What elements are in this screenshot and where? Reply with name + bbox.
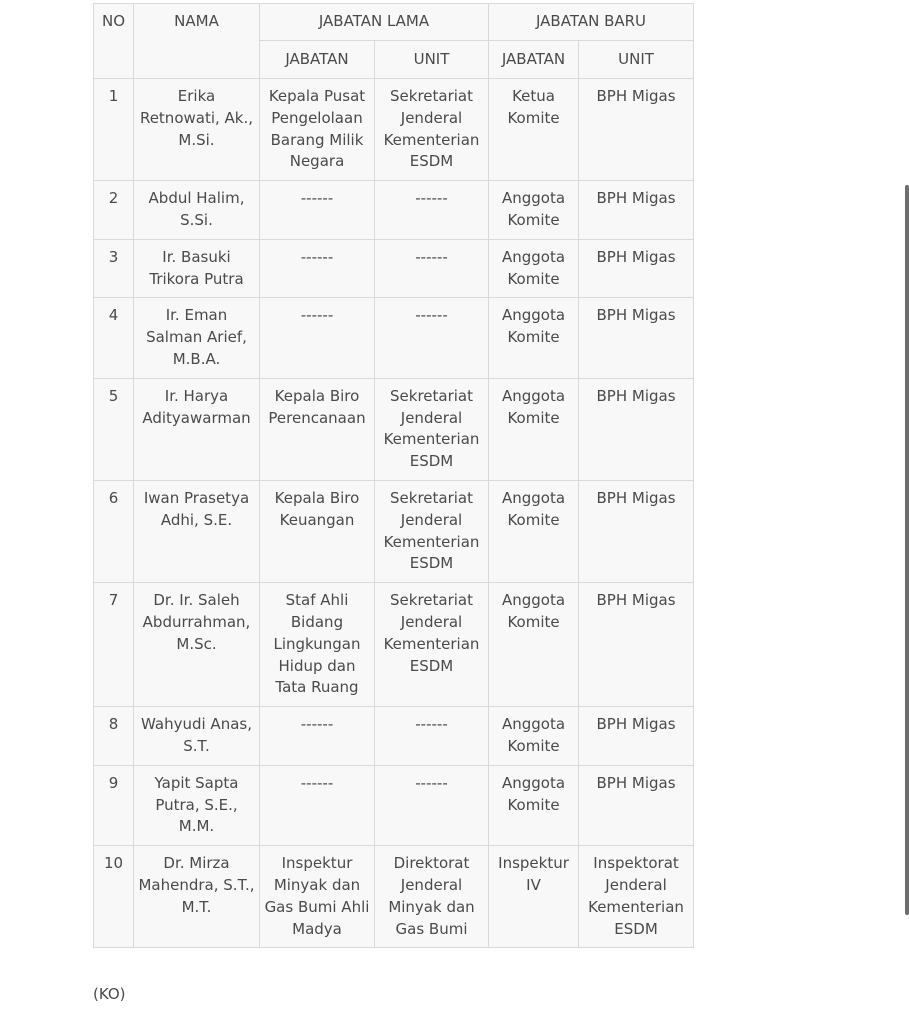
cell-old-jabatan: ------ — [260, 298, 375, 378]
cell-old-jabatan: ------ — [260, 707, 375, 766]
cell-nama: Ir. Harya Adityawarman — [134, 378, 260, 480]
cell-no: 9 — [94, 765, 134, 845]
header-old-unit: UNIT — [375, 41, 489, 79]
table-row — [94, 480, 694, 582]
table-row — [94, 378, 694, 480]
cell-old-jabatan: Inspektur Minyak dan Gas Bumi Ahli Madya — [260, 846, 375, 948]
cell-new-jabatan: Anggota Komite — [489, 181, 579, 240]
cell-new-jabatan: Ketua Komite — [489, 79, 579, 181]
cell-no: 8 — [94, 707, 134, 766]
cell-new-jabatan: Anggota Komite — [489, 239, 579, 298]
cell-new-unit: BPH Migas — [579, 583, 694, 707]
cell-nama: Yapit Sapta Putra, S.E., M.M. — [134, 765, 260, 845]
header-no: NO — [94, 4, 134, 79]
table-row — [94, 298, 694, 378]
cell-new-unit: BPH Migas — [579, 181, 694, 240]
table-row — [94, 79, 694, 181]
cell-nama: Ir. Eman Salman Arief, M.B.A. — [134, 298, 260, 378]
header-new-jabatan: JABATAN — [489, 41, 579, 79]
cell-no: 5 — [94, 378, 134, 480]
table-row — [94, 707, 694, 766]
table-row — [94, 765, 694, 845]
cell-old-jabatan: ------ — [260, 239, 375, 298]
cell-old-unit: Sekretariat Jenderal Kementerian ESDM — [375, 79, 489, 181]
cell-nama: Wahyudi Anas, S.T. — [134, 707, 260, 766]
cell-new-jabatan: Inspektur IV — [489, 846, 579, 948]
cell-new-unit: Inspektorat Jenderal Kementerian ESDM — [579, 846, 694, 948]
cell-new-jabatan: Anggota Komite — [489, 298, 579, 378]
cell-old-jabatan: ------ — [260, 765, 375, 845]
cell-old-jabatan: Kepala Biro Perencanaan — [260, 378, 375, 480]
table-row — [94, 583, 694, 707]
cell-new-unit: BPH Migas — [579, 480, 694, 582]
cell-new-unit: BPH Migas — [579, 378, 694, 480]
cell-new-jabatan: Anggota Komite — [489, 765, 579, 845]
scrollbar-thumb[interactable] — [905, 185, 909, 915]
cell-old-unit: ------ — [375, 239, 489, 298]
header-new-unit: UNIT — [579, 41, 694, 79]
officials-table-container — [93, 3, 694, 948]
cell-new-jabatan: Anggota Komite — [489, 378, 579, 480]
cell-old-jabatan: ------ — [260, 181, 375, 240]
table-body — [94, 79, 694, 948]
cell-new-jabatan: Anggota Komite — [489, 480, 579, 582]
cell-no: 4 — [94, 298, 134, 378]
table-row — [94, 181, 694, 240]
header-jabatan-lama: JABATAN LAMA — [260, 4, 489, 41]
header-row-top — [94, 4, 694, 41]
cell-no: 10 — [94, 846, 134, 948]
cell-old-unit: Sekretariat Jenderal Kementerian ESDM — [375, 378, 489, 480]
cell-old-unit: ------ — [375, 707, 489, 766]
cell-nama: Dr. Ir. Saleh Abdurrahman, M.Sc. — [134, 583, 260, 707]
cell-old-unit: Sekretariat Jenderal Kementerian ESDM — [375, 480, 489, 582]
cell-old-unit: ------ — [375, 181, 489, 240]
cell-old-unit: Sekretariat Jenderal Kementerian ESDM — [375, 583, 489, 707]
cell-old-jabatan: Kepala Pusat Pengelolaan Barang Milik Negara — [260, 79, 375, 181]
cell-new-unit: BPH Migas — [579, 765, 694, 845]
cell-no: 3 — [94, 239, 134, 298]
header-jabatan-baru: JABATAN BARU — [489, 4, 694, 41]
cell-old-jabatan: Staf Ahli Bidang Lingkungan Hidup dan Tata Ruang — [260, 583, 375, 707]
cell-new-unit: BPH Migas — [579, 239, 694, 298]
cell-old-unit: ------ — [375, 298, 489, 378]
cell-no: 7 — [94, 583, 134, 707]
cell-new-unit: BPH Migas — [579, 79, 694, 181]
cell-no: 1 — [94, 79, 134, 181]
cell-new-unit: BPH Migas — [579, 707, 694, 766]
cell-new-unit: BPH Migas — [579, 298, 694, 378]
cell-new-jabatan: Anggota Komite — [489, 583, 579, 707]
table-row — [94, 846, 694, 948]
cell-nama: Iwan Prasetya Adhi, S.E. — [134, 480, 260, 582]
cell-new-jabatan: Anggota Komite — [489, 707, 579, 766]
cell-no: 2 — [94, 181, 134, 240]
cell-no: 6 — [94, 480, 134, 582]
cell-nama: Ir. Basuki Trikora Putra — [134, 239, 260, 298]
table-header — [94, 4, 694, 79]
officials-table — [93, 3, 694, 948]
cell-nama: Abdul Halim, S.Si. — [134, 181, 260, 240]
cell-nama: Dr. Mirza Mahendra, S.T., M.T. — [134, 846, 260, 948]
table-row — [94, 239, 694, 298]
header-nama: NAMA — [134, 4, 260, 79]
cell-nama: Erika Retnowati, Ak., M.Si. — [134, 79, 260, 181]
source-footnote: (KO) — [93, 985, 126, 1003]
header-old-jabatan: JABATAN — [260, 41, 375, 79]
cell-old-unit: ------ — [375, 765, 489, 845]
cell-old-unit: Direktorat Jenderal Minyak dan Gas Bumi — [375, 846, 489, 948]
cell-old-jabatan: Kepala Biro Keuangan — [260, 480, 375, 582]
